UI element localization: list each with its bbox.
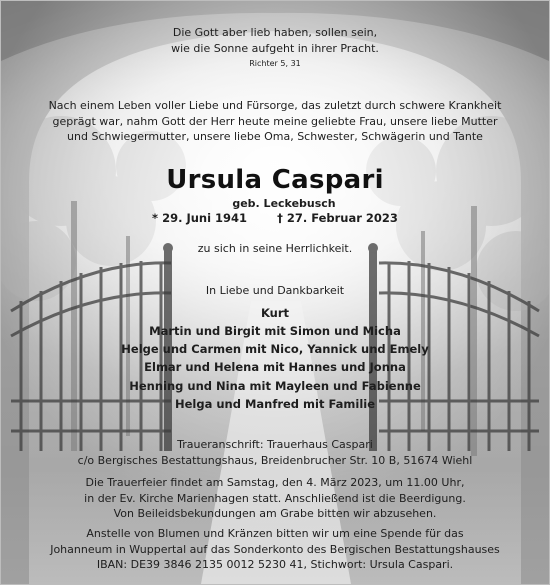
mourner-line: Helga und Manfred mit Familie xyxy=(174,396,376,411)
death-date: † 27. Februar 2023 xyxy=(277,211,398,225)
maiden-name-block xyxy=(1,196,549,212)
service-line-2: in der Ev. Kirche Marienhagen statt. Anschließend ist die Beerdigung. xyxy=(84,491,466,505)
donation-block xyxy=(1,526,549,573)
verse-block xyxy=(1,25,549,70)
intro-line-2: geprägt war, nahm Gott der Herr heute meine geliebte Frau, unsere liebe Mutter xyxy=(52,114,498,128)
address-line-1: Traueranschrift: Trauerhaus Caspari xyxy=(177,438,373,451)
deceased-name: Ursula Caspari xyxy=(166,165,384,195)
life-dates xyxy=(1,211,549,226)
mourner-line: Henning und Nina mit Mayleen und Fabienne xyxy=(129,378,421,393)
closing-phrase: zu sich in seine Herrlichkeit. xyxy=(197,242,353,255)
service-line-1: Die Trauerfeier findet am Samstag, den 4. März 2023, um 11.00 Uhr, xyxy=(85,476,465,489)
donation-line-3: IBAN: DE39 3846 2135 0012 5230 41, Stichwort: Ursula Caspari. xyxy=(96,558,454,571)
verse-source: Richter 5, 31 xyxy=(249,59,301,68)
mourners-heading: In Liebe und Dankbarkeit xyxy=(205,284,345,297)
birth-date: * 29. Juni 1941 xyxy=(152,211,248,225)
address-block xyxy=(1,437,549,468)
intro-line-3: und Schwiegermutter, unsere liebe Oma, Schwester, Schwägerin und Tante xyxy=(67,130,483,143)
verse-line-1: Die Gott aber lieb haben, sollen sein, xyxy=(172,26,378,39)
mourner-line: Elmar und Helena mit Hannes und Jonna xyxy=(144,360,406,375)
service-line-3: Von Beileidsbekundungen am Grabe bitten wir abzusehen. xyxy=(113,507,437,520)
mourner-line: Martin und Birgit mit Simon und Micha xyxy=(149,323,401,338)
intro-block xyxy=(1,98,549,145)
closing-phrase-block xyxy=(1,241,549,257)
mourner-line: Helge und Carmen mit Nico, Yannick und Emely xyxy=(121,342,429,357)
address-line-2: c/o Bergisches Bestattungshaus, Breidenbrucher Str. 10 B, 51674 Wiehl xyxy=(77,453,473,467)
maiden-name: geb. Leckebusch xyxy=(232,197,336,210)
donation-line-2: Johanneum in Wuppertal auf das Sonderkonto des Bergischen Bestattungshauses xyxy=(50,542,500,556)
mourners-block xyxy=(1,283,549,413)
mourner-line: Kurt xyxy=(260,305,290,320)
service-block xyxy=(1,475,549,522)
verse-line-2: wie die Sonne aufgeht in ihrer Pracht. xyxy=(171,41,379,55)
donation-line-1: Anstelle von Blumen und Kränzen bitten wir um eine Spende für das xyxy=(86,527,464,540)
intro-line-1: Nach einem Leben voller Liebe und Fürsorge, das zuletzt durch schwere Krankheit xyxy=(48,99,502,112)
